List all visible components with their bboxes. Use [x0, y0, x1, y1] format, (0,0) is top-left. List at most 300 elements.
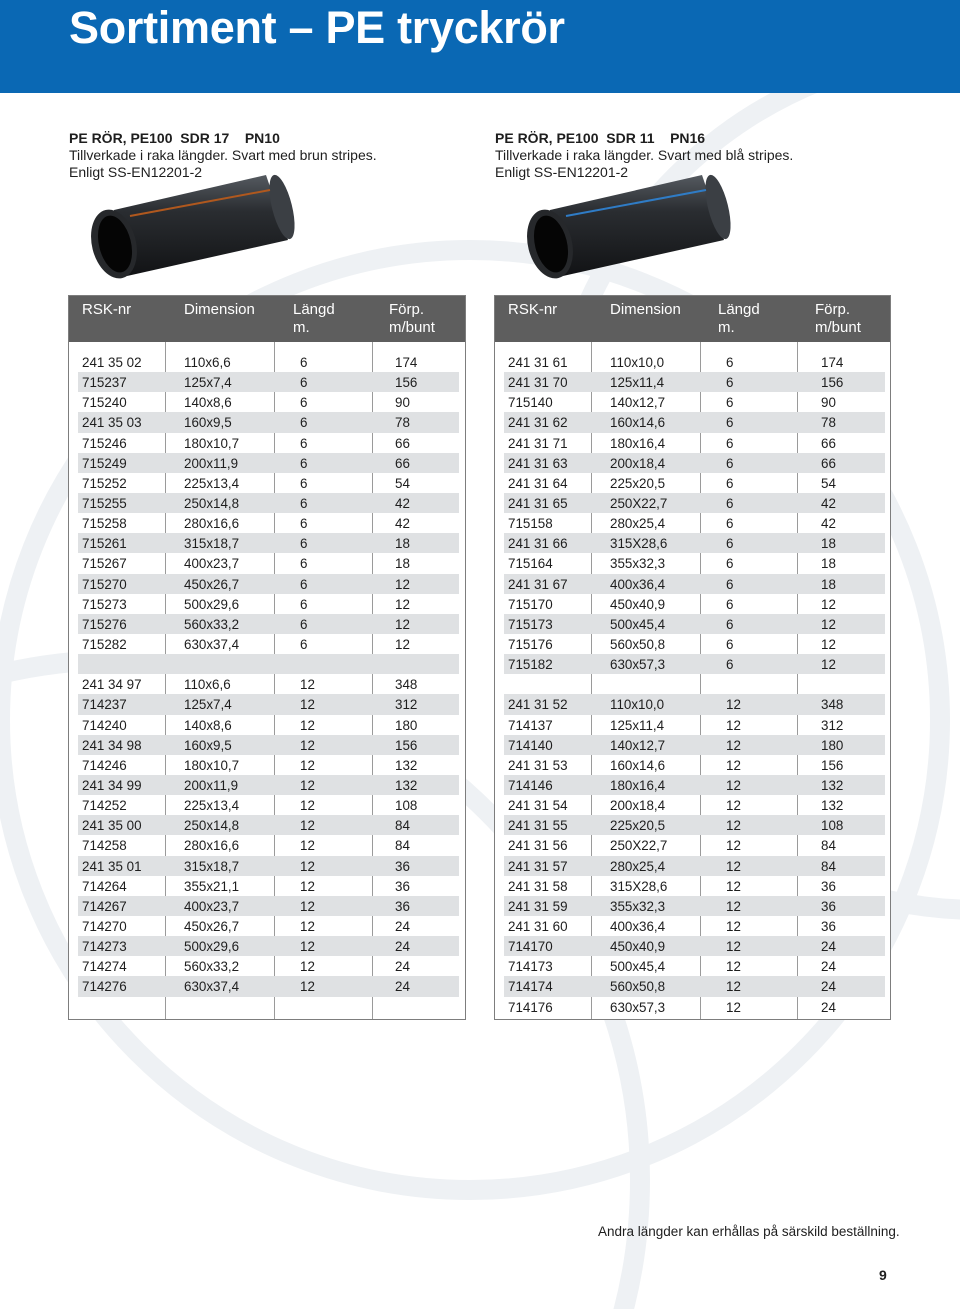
cell-pack: 180 — [821, 737, 844, 753]
cell-rsk: 241 35 03 — [82, 415, 142, 431]
cell-length: 12 — [726, 818, 741, 834]
product-standard-line: Enligt SS-EN12201-2 — [495, 164, 629, 180]
header-length-label: Längd — [718, 301, 760, 318]
cell-pack: 18 — [821, 536, 836, 552]
cell-length: 12 — [726, 757, 741, 773]
cell-pack: 132 — [395, 777, 418, 793]
cell-rsk: 715140 — [508, 395, 553, 411]
page-title: Sortiment – PE tryckrör — [69, 2, 565, 53]
cell-length: 12 — [300, 677, 315, 693]
cell-length: 12 — [300, 918, 315, 934]
cell-dimension: 630x37,4 — [184, 636, 240, 652]
product-title: PE RÖR, PE100 SDR 17 PN10 — [69, 130, 280, 146]
cell-dimension: 630x57,3 — [610, 657, 666, 673]
cell-dimension: 280x16,6 — [184, 516, 240, 532]
cell-rsk: 715249 — [82, 455, 127, 471]
cell-rsk: 715273 — [82, 596, 127, 612]
cell-dimension: 140x8,6 — [184, 395, 232, 411]
cell-dimension: 250x14,8 — [184, 495, 240, 511]
cell-length: 12 — [726, 697, 741, 713]
cell-length: 12 — [726, 878, 741, 894]
cell-length: 6 — [726, 495, 734, 511]
cell-length: 6 — [300, 596, 308, 612]
table-row — [504, 835, 885, 855]
table-row — [78, 513, 459, 533]
cell-rsk: 715246 — [82, 435, 127, 451]
cell-length: 6 — [726, 415, 734, 431]
cell-dimension: 315x18,7 — [184, 536, 240, 552]
cell-rsk: 714276 — [82, 979, 127, 995]
table-row — [78, 352, 459, 372]
cell-length: 12 — [300, 798, 315, 814]
cell-dimension: 400x23,7 — [184, 556, 240, 572]
cell-length: 12 — [300, 757, 315, 773]
cell-rsk: 241 34 98 — [82, 737, 142, 753]
cell-rsk: 714267 — [82, 898, 127, 914]
header-length — [718, 301, 760, 337]
cell-pack: 24 — [395, 939, 410, 955]
cell-dimension: 160x9,5 — [184, 737, 232, 753]
table-row — [504, 634, 885, 654]
cell-pack: 156 — [821, 375, 844, 391]
cell-dimension: 110x6,6 — [184, 677, 231, 693]
cell-dimension: 250X22,7 — [610, 495, 668, 511]
table-row — [78, 755, 459, 775]
table-row — [78, 473, 459, 493]
table-row — [78, 735, 459, 755]
cell-dimension: 500x29,6 — [184, 596, 240, 612]
table-row — [504, 694, 885, 714]
table-row — [504, 553, 885, 573]
cell-pack: 66 — [395, 455, 410, 471]
cell-dimension: 140x12,7 — [610, 737, 666, 753]
cell-length: 12 — [300, 878, 315, 894]
cell-pack: 84 — [395, 838, 410, 854]
cell-pack: 18 — [395, 536, 410, 552]
cell-rsk: 714246 — [82, 757, 127, 773]
cell-length: 6 — [726, 375, 734, 391]
cell-rsk: 715270 — [82, 576, 127, 592]
cell-rsk: 241 31 63 — [508, 455, 568, 471]
cell-pack: 42 — [395, 495, 410, 511]
cell-dimension: 450x40,9 — [610, 939, 666, 955]
table-row — [78, 715, 459, 735]
table-row — [78, 392, 459, 412]
cell-dimension: 450x40,9 — [610, 596, 666, 612]
cell-pack: 36 — [821, 878, 836, 894]
cell-pack: 18 — [395, 556, 410, 572]
cell-dimension: 355x32,3 — [610, 898, 666, 914]
cell-length: 12 — [726, 979, 741, 995]
cell-length: 12 — [300, 858, 315, 874]
table-row — [504, 715, 885, 735]
cell-length: 12 — [726, 737, 741, 753]
cell-length: 6 — [726, 576, 734, 592]
table-row — [504, 614, 885, 634]
cell-pack: 54 — [395, 475, 410, 491]
cell-pack: 12 — [821, 636, 836, 652]
cell-rsk: 714170 — [508, 939, 553, 955]
cell-pack: 42 — [821, 495, 836, 511]
cell-dimension: 560x33,2 — [184, 959, 240, 975]
cell-rsk: 241 31 59 — [508, 898, 568, 914]
cell-dimension: 160x14,6 — [610, 415, 666, 431]
cell-dimension: 280x16,6 — [184, 838, 240, 854]
cell-pack: 54 — [821, 475, 836, 491]
table-row — [78, 553, 459, 573]
table-row — [504, 574, 885, 594]
cell-length: 6 — [726, 536, 734, 552]
cell-length: 12 — [300, 697, 315, 713]
header-rsk: RSK-nr — [82, 301, 132, 318]
cell-dimension: 630x37,4 — [184, 979, 240, 995]
cell-length: 6 — [300, 536, 308, 552]
cell-pack: 36 — [395, 878, 410, 894]
pipe-image-brown-stripe — [86, 170, 306, 285]
cell-pack: 24 — [821, 999, 836, 1015]
header-dimension: Dimension — [610, 301, 681, 318]
cell-rsk: 241 31 61 — [508, 355, 568, 370]
cell-pack: 42 — [395, 516, 410, 532]
cell-length: 6 — [726, 636, 734, 652]
cell-pack: 36 — [395, 858, 410, 874]
cell-dimension: 225x20,5 — [610, 818, 666, 834]
cell-length: 12 — [726, 918, 741, 934]
product-description-line: Tillverkade i raka längder. Svart med brun stripes. — [69, 147, 377, 163]
cell-length: 12 — [726, 999, 741, 1015]
cell-rsk: 241 31 67 — [508, 576, 568, 592]
cell-dimension: 560x33,2 — [184, 616, 240, 632]
cell-length: 12 — [726, 939, 741, 955]
cell-length: 12 — [726, 717, 741, 733]
cell-dimension: 315X28,6 — [610, 536, 668, 552]
cell-pack: 24 — [821, 979, 836, 995]
table-row — [504, 755, 885, 775]
table-row — [78, 574, 459, 594]
cell-pack: 348 — [821, 697, 844, 713]
cell-pack: 78 — [821, 415, 836, 431]
cell-rsk: 241 31 66 — [508, 536, 568, 552]
cell-length: 12 — [726, 898, 741, 914]
cell-length: 6 — [726, 475, 734, 491]
cell-pack: 108 — [395, 798, 418, 814]
table-row — [78, 533, 459, 553]
cell-rsk: 241 31 71 — [508, 435, 568, 451]
cell-dimension: 225x13,4 — [184, 475, 240, 491]
cell-dimension: 200x11,9 — [184, 777, 239, 793]
cell-dimension: 125x11,4 — [610, 375, 665, 391]
cell-rsk: 714270 — [82, 918, 127, 934]
table-body — [504, 352, 885, 1017]
table-row — [78, 594, 459, 614]
cell-rsk: 714273 — [82, 939, 127, 955]
cell-length: 6 — [726, 455, 734, 471]
header-length-unit: m. — [718, 319, 735, 336]
cell-dimension: 125x7,4 — [184, 375, 232, 391]
cell-pack: 12 — [395, 616, 410, 632]
cell-dimension: 250X22,7 — [610, 838, 668, 854]
cell-length: 12 — [300, 818, 315, 834]
header-length-unit: m. — [293, 319, 310, 336]
cell-pack: 84 — [821, 858, 836, 874]
cell-rsk: 241 31 57 — [508, 858, 568, 874]
table-row — [504, 533, 885, 553]
cell-pack: 174 — [821, 355, 844, 370]
cell-rsk: 241 35 01 — [82, 858, 142, 874]
cell-rsk: 241 35 02 — [82, 355, 142, 370]
cell-rsk: 714258 — [82, 838, 127, 854]
table-row — [504, 956, 885, 976]
table-row — [504, 594, 885, 614]
table-row — [78, 614, 459, 634]
table-body — [78, 352, 459, 997]
cell-pack: 348 — [395, 677, 418, 693]
cell-dimension: 180x10,7 — [184, 435, 240, 451]
cell-pack: 12 — [821, 616, 836, 632]
cell-rsk: 715267 — [82, 556, 127, 572]
cell-rsk: 715258 — [82, 516, 127, 532]
table-row — [504, 815, 885, 835]
cell-dimension: 500x45,4 — [610, 959, 666, 975]
table-header — [495, 296, 890, 342]
cell-pack: 90 — [821, 395, 836, 411]
table-row — [78, 634, 459, 654]
cell-dimension: 180x16,4 — [610, 777, 666, 793]
cell-pack: 24 — [821, 959, 836, 975]
cell-pack: 84 — [395, 818, 410, 834]
cell-pack: 24 — [821, 939, 836, 955]
cell-rsk: 715182 — [508, 657, 553, 673]
cell-length: 12 — [300, 939, 315, 955]
table-row — [504, 674, 885, 694]
cell-rsk: 715276 — [82, 616, 127, 632]
cell-dimension: 355x21,1 — [184, 878, 240, 894]
cell-rsk: 715255 — [82, 495, 127, 511]
table-row — [78, 856, 459, 876]
cell-rsk: 714137 — [508, 717, 553, 733]
header-pack-label: Förp. — [815, 301, 851, 318]
cell-pack: 18 — [821, 576, 836, 592]
cell-rsk: 714264 — [82, 878, 127, 894]
table-row — [504, 453, 885, 473]
table-row — [78, 433, 459, 453]
cell-length: 6 — [726, 596, 734, 612]
cell-dimension: 400x36,4 — [610, 576, 666, 592]
pipe-image-blue-stripe — [522, 170, 742, 285]
footnote: Andra längder kan erhållas på särskild beställning. — [598, 1224, 900, 1239]
cell-rsk: 715282 — [82, 636, 127, 652]
table-row — [504, 513, 885, 533]
table-row — [504, 976, 885, 996]
cell-dimension: 200x18,4 — [610, 455, 666, 471]
cell-dimension: 160x9,5 — [184, 415, 232, 431]
table-row — [504, 876, 885, 896]
header-rsk: RSK-nr — [508, 301, 558, 318]
cell-pack: 66 — [821, 435, 836, 451]
table-row — [504, 372, 885, 392]
cell-pack: 66 — [395, 435, 410, 451]
cell-length: 12 — [300, 838, 315, 854]
cell-dimension: 160x14,6 — [610, 757, 666, 773]
table-row — [78, 936, 459, 956]
cell-length: 12 — [300, 959, 315, 975]
cell-rsk: 241 31 64 — [508, 475, 568, 491]
cell-dimension: 400x23,7 — [184, 898, 240, 914]
cell-length: 12 — [300, 979, 315, 995]
table-row — [504, 493, 885, 513]
cell-rsk: 714173 — [508, 959, 553, 975]
cell-dimension: 450x26,7 — [184, 576, 240, 592]
cell-length: 12 — [726, 798, 741, 814]
cell-length: 12 — [300, 737, 315, 753]
cell-dimension: 500x45,4 — [610, 616, 666, 632]
table-row — [504, 352, 885, 372]
cell-dimension: 140x8,6 — [184, 717, 232, 733]
cell-rsk: 241 31 60 — [508, 918, 568, 934]
cell-length: 6 — [726, 556, 734, 572]
cell-rsk: 241 31 55 — [508, 818, 568, 834]
cell-rsk: 714146 — [508, 777, 553, 793]
cell-length: 6 — [726, 435, 734, 451]
cell-rsk: 715240 — [82, 395, 127, 411]
table-row — [78, 412, 459, 432]
table-row — [78, 956, 459, 976]
cell-rsk: 714252 — [82, 798, 127, 814]
cell-pack: 180 — [395, 717, 418, 733]
product-table-sdr17 — [68, 295, 466, 1020]
cell-rsk: 241 31 52 — [508, 697, 568, 713]
cell-pack: 156 — [395, 737, 418, 753]
cell-pack: 12 — [821, 657, 836, 673]
cell-rsk: 714176 — [508, 999, 553, 1015]
table-row — [78, 835, 459, 855]
cell-length: 6 — [726, 616, 734, 632]
cell-dimension: 200x11,9 — [184, 455, 239, 471]
cell-pack: 78 — [395, 415, 410, 431]
product-title: PE RÖR, PE100 SDR 11 PN16 — [495, 130, 706, 146]
cell-rsk: 241 31 62 — [508, 415, 568, 431]
cell-dimension: 200x18,4 — [610, 798, 666, 814]
cell-rsk: 714174 — [508, 979, 553, 995]
cell-dimension: 110x10,0 — [610, 697, 665, 713]
header-pack — [815, 301, 861, 337]
cell-rsk: 715164 — [508, 556, 553, 572]
cell-pack: 12 — [395, 636, 410, 652]
header-length — [293, 301, 335, 337]
cell-dimension: 140x12,7 — [610, 395, 666, 411]
table-row — [78, 372, 459, 392]
cell-length: 6 — [726, 657, 734, 673]
cell-dimension: 450x26,7 — [184, 918, 240, 934]
cell-dimension: 180x10,7 — [184, 757, 240, 773]
cell-dimension: 125x7,4 — [184, 697, 232, 713]
cell-pack: 42 — [821, 516, 836, 532]
cell-length: 12 — [726, 838, 741, 854]
cell-rsk: 714274 — [82, 959, 127, 975]
table-row — [504, 916, 885, 936]
cell-length: 6 — [300, 576, 308, 592]
cell-rsk: 714237 — [82, 697, 127, 713]
table-row — [78, 976, 459, 996]
cell-pack: 156 — [821, 757, 844, 773]
cell-length: 6 — [300, 516, 308, 532]
table-row — [78, 775, 459, 795]
table-header — [69, 296, 465, 342]
cell-dimension: 315X28,6 — [610, 878, 668, 894]
cell-rsk: 241 31 54 — [508, 798, 568, 814]
cell-rsk: 715261 — [82, 536, 127, 552]
cell-dimension: 225x20,5 — [610, 475, 666, 491]
cell-length: 6 — [300, 636, 308, 652]
cell-dimension: 110x6,6 — [184, 355, 231, 370]
cell-pack: 66 — [821, 455, 836, 471]
header-pack-label: Förp. — [389, 301, 425, 318]
table-row — [504, 795, 885, 815]
cell-pack: 36 — [821, 898, 836, 914]
cell-length: 6 — [300, 616, 308, 632]
cell-pack: 132 — [395, 757, 418, 773]
page-number: 9 — [879, 1267, 887, 1283]
table-row — [504, 997, 885, 1017]
cell-length: 6 — [300, 395, 308, 411]
cell-pack: 36 — [395, 898, 410, 914]
table-row — [504, 433, 885, 453]
cell-rsk: 241 31 58 — [508, 878, 568, 894]
table-row — [78, 694, 459, 714]
cell-length: 6 — [300, 415, 308, 431]
product-table-sdr11 — [494, 295, 891, 1020]
cell-length: 6 — [300, 435, 308, 451]
cell-length: 12 — [300, 777, 315, 793]
cell-pack: 24 — [395, 979, 410, 995]
cell-rsk: 714140 — [508, 737, 553, 753]
cell-rsk: 241 35 00 — [82, 818, 142, 834]
title-banner — [0, 0, 960, 93]
cell-rsk: 241 34 99 — [82, 777, 142, 793]
cell-dimension: 250x14,8 — [184, 818, 240, 834]
header-dimension: Dimension — [184, 301, 255, 318]
table-row — [78, 654, 459, 674]
table-row — [504, 896, 885, 916]
table-row — [504, 856, 885, 876]
cell-pack: 132 — [821, 777, 844, 793]
table-row — [504, 412, 885, 432]
cell-dimension: 180x16,4 — [610, 435, 666, 451]
cell-length: 6 — [300, 475, 308, 491]
cell-pack: 132 — [821, 798, 844, 814]
cell-pack: 108 — [821, 818, 844, 834]
cell-rsk: 241 31 56 — [508, 838, 568, 854]
cell-rsk: 715173 — [508, 616, 553, 632]
cell-length: 6 — [726, 516, 734, 532]
cell-dimension: 560x50,8 — [610, 636, 666, 652]
header-pack — [389, 301, 435, 337]
table-row — [504, 735, 885, 755]
cell-dimension: 560x50,8 — [610, 979, 666, 995]
table-row — [78, 916, 459, 936]
cell-dimension: 630x57,3 — [610, 999, 666, 1015]
table-row — [78, 896, 459, 916]
table-row — [504, 775, 885, 795]
cell-length: 6 — [300, 495, 308, 511]
header-pack-unit: m/bunt — [389, 319, 435, 336]
cell-dimension: 315x18,7 — [184, 858, 240, 874]
cell-length: 6 — [300, 355, 308, 370]
table-row — [504, 936, 885, 956]
cell-dimension: 500x29,6 — [184, 939, 240, 955]
cell-length: 12 — [726, 777, 741, 793]
table-row — [78, 795, 459, 815]
